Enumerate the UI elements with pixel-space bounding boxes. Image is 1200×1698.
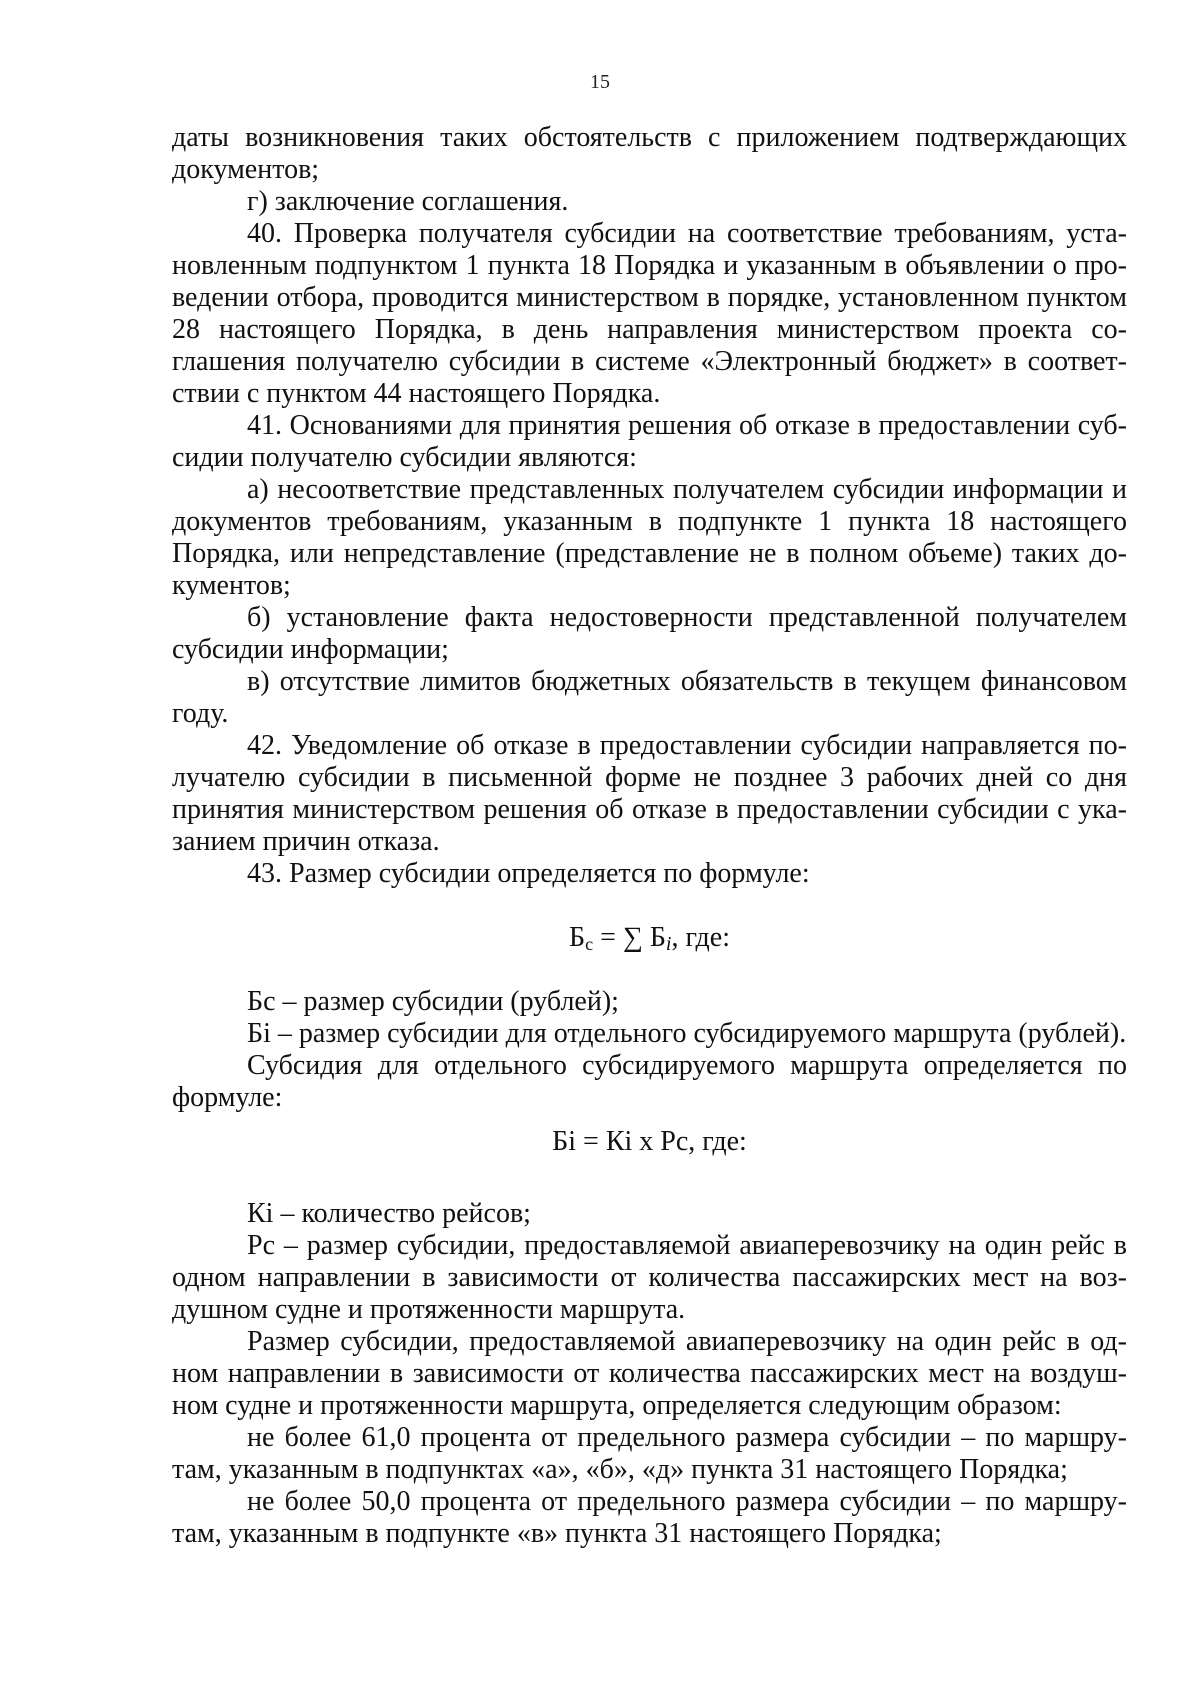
paragraph-item-g: г) заключение соглашения. xyxy=(247,186,569,217)
definition-ki: Кі – количество рейсов; xyxy=(247,1198,531,1229)
paragraph-41-v: в) отсутствие лимитов бюджетных обязательств в текущем финансовом году. xyxy=(172,666,1127,729)
document-body xyxy=(172,122,1127,1550)
definition-rs: Рс – размер субсидии, предоставляемой авиаперевозчику на один рейс в одном направлении в зависимости от количества пассажирских мест на воздушном судне и протяженности маршрута. xyxy=(172,1230,1127,1325)
paragraph-40: 40. Проверка получателя субсидии на соответствие требованиям, установленным подпунктом 1 пункта 18 Порядка и указанным в объявлении о проведении отбора, проводится министерством в порядке, установленном пунктом 28 настоящего Порядка, в день направления министерством проекта соглашения получателю субсидии в системе «Электронный бюджет» в соответствии с пунктом 44 настоящего Порядка. xyxy=(172,218,1127,409)
formula-1-middle: = ∑ Б xyxy=(593,922,666,953)
definition-bi: Бі – размер субсидии для отдельного субсидируемого маршрута (рублей). xyxy=(247,1018,1127,1049)
formula-route-subsidy: Бі = Кі х Рс, где: xyxy=(552,1126,747,1157)
paragraph-41-b: б) установление факта недостоверности представленной получателем субсидии информации; xyxy=(172,602,1127,665)
formula-1-lhs-subscript: с xyxy=(585,934,594,954)
paragraph-61-percent: не более 61,0 процента от предельного размера субсидии – по маршрутам, указанным в подпунктах «а», «б», «д» пункта 31 настоящего Порядка; xyxy=(172,1422,1127,1485)
paragraph-43: 43. Размер субсидии определяется по формуле: xyxy=(247,858,810,889)
paragraph-continuation: даты возникновения таких обстоятельств с приложением подтверждающих документов; xyxy=(172,122,1127,185)
paragraph-42: 42. Уведомление об отказе в предоставлении субсидии направляется получателю субсидии в письменной форме не позднее 3 рабочих дней со дня принятия министерством решения об отказе в предоставлении субсидии с указанием причин отказа. xyxy=(172,730,1127,857)
formula-1-lhs: Б xyxy=(568,922,586,953)
paragraph-41: 41. Основаниями для принятия решения об отказе в предоставлении субсидии получателю субсидии являются: xyxy=(172,410,1127,473)
page-number: 15 xyxy=(590,71,610,93)
formula-1-tail: , где: xyxy=(671,922,731,953)
paragraph-41-a: а) несоответствие представленных получателем субсидии информации и документов требованиям, указанным в подпункте 1 пункта 18 настоящего Порядка, или непредставление (представление не в полном объеме) таких документов; xyxy=(172,474,1127,601)
formula-subsidy-total xyxy=(172,922,1127,960)
paragraph-50-percent: не более 50,0 процента от предельного размера субсидии – по маршрутам, указанным в подпункте «в» пункта 31 настоящего Порядка; xyxy=(172,1486,1127,1549)
formula-1-rhs-subscript: i xyxy=(665,933,672,955)
paragraph-route-subsidy: Субсидия для отдельного субсидируемого маршрута определяется по формуле: xyxy=(172,1050,1127,1113)
definition-bs: Бс – размер субсидии (рублей); xyxy=(247,986,619,1017)
paragraph-subsidy-size: Размер субсидии, предоставляемой авиаперевозчику на один рейс в одном направлении в зависимости от количества пассажирских мест на воздушном судне и протяженности маршрута, определяется следующим образом: xyxy=(172,1326,1127,1421)
